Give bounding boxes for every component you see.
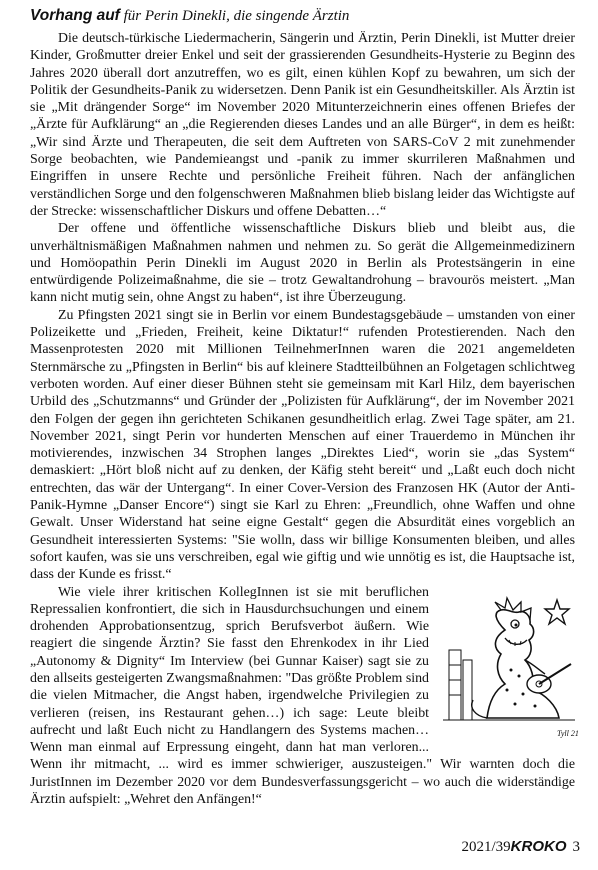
paragraph-3: Zu Pfingsten 2021 singt sie in Berlin vor einem Bundestagsgebäude – umstanden von einer Polizeikette und „Frieden, Freiheit, keine Diktatur!“ rufenden Protestierenden. Nach den Massenprotesten 2020 mit Millionen TeilnehmerInnen waren die 2021 angemeldeten Sternmärsche zu „Pfingsten in Berlin“ bis auf kleinere Stadtteilbühnen an Folgetagen schlichtweg verboten worden. Auf einer dieser Bühnen steht sie gemeinsam mit Karl Hilz, dem bayerischen Urbild des „Schutzmanns“ und Gründer der „Polizisten für Aufklärung“, der im November 2021 den Folgen der gegen ihn gerichteten Schikanen gesundheitlich erlag. Zwei Tage später, am 21. November 2021, singt Perin vor hunderten Menschen auf einer Trauerdemo in München ihr motivierendes, inzwischen 34 Strophen langes „Direktes Lied“, worin sie „das System“ demaskiert: „Hört bloß nicht auf zu denken, der Käfig steht bereit“ und „Laßt euch doch nicht entrechten, das wär der Untergang“. In einer Cover-Version des Franzosen HK (Autor der Anti-Panik-Hymne „Danser Encore“) singt sie Karl zu Ehren: „Freundlich, ohne Waffen und ohne Gewalt. Unser Widerstand hat seine eigne Gestalt“ gegen die Absurdität eines vorgeblich an Gesundheit interessierten Systems: "Sie wolln, dass wir billige Konsumenten bleiben, und alles sofort kaufen, was sie uns verschreiben, egal wie giftig und wie unnötig es ist, die Hauptsache ist, dass der Kunde es frisst.“	[30, 307, 575, 583]
paragraph-4: Wie viele ihrer kritischen KollegInnen ist sie mit beruflichen Repressalien konfrontiert, die sich in Hausdurchsuchungen und einem drohenden Approbationsentzug, sprich Berufsverbot äußern. Wie reagiert die singende Ärztin? Sie fasst den Ehrenkodex in ihr Lied „Autonomy & Dignity“ Im Interview (bei Gunnar Kaiser) sagt sie zu den allseits gesteigerten Zwangsmaßnahmen: "Das größte Problem sind die vielen Mitmacher, die Angst haben, irgendwelche Privilegien zu verlieren (reisen, ins Restaurant gehen…) ich sage: Leute bleibt aufrecht und laßt Euch nicht zu Handlangern des Systems machen… Wenn man einmal auf Erpressung eingeht, dann hat man verloren... Wenn ihr mitmacht, ... wird es immer schwieriger, auszusteigen." Wir warnten doch die JuristInnen im Dezember 2020 vor dem Bundesverfassungsgericht – wo auch die widerständige Ärztin aufspielt: „Wehret den Anfängen!“	[30, 584, 575, 808]
article-body	[30, 30, 579, 808]
page-footer	[461, 838, 580, 856]
singing-dragon-illustration	[435, 590, 585, 740]
paragraph-1: Die deutsch-türkische Liedermacherin, Sängerin und Ärztin, Perin Dinekli, ist Mutter dreier Kinder, Großmutter dreier Enkel und seit der grassierenden Gesundheits-Hysterie zu Beginn des Jahres 2020 überall dort anzutreffen, wo es gilt, einen kühlen Kopf zu bewahren, um sich der Politik der Gesundheits-Panik zu widersetzen. Denn Panik ist ein Gesundheitskiller. Als Ärztin ist sie „Mit drängender Sorge“ im November 2020 Mitunterzeichnerin eines offenen Briefes der „Ärzte für Aufklärung“ an „die Regierenden dieses Landes und an alle Bürger“, in dem es heißt: „Wir sind Ärzte und Therapeuten, die seit dem Auftreten von SARS-CoV 2 mit zunehmender Sorge beobachten, wie Pandemieangst und -panik zu immer skurrileren Maßnahmen und Eingriffen in unsere Rechte und persönliche Freiheit führen. Nach der anfänglichen verständlichen Sorge und den folgenschweren Maßnahmen blieb bislang leider das Wichtigste auf der Strecke: wissenschaftlicher Diskurs und offene Debatten…“	[30, 31, 575, 219]
column-title: Vorhang auf	[30, 7, 120, 24]
magazine-brand: KROKO	[510, 838, 567, 855]
issue-number: 2021/39	[461, 839, 511, 855]
page-number: 3	[572, 839, 580, 855]
page	[30, 6, 579, 808]
article-subtitle: für Perin Dinekli, die singende Ärztin	[123, 8, 350, 24]
paragraph-2: Der offene und öffentliche wissenschaftliche Diskurs blieb und bleibt aus, die unverhältnismäßigen Maßnahmen nahmen und nehmen zu. So gerät die Allgemeinmedizinern und Homöopathin Perin Dinekli im August 2020 in Berlin als Protestsängerin in eine entwürdigende Polizeimaßnahme, die sie – trotz Gewaltandrohung – bravourös meistert. „Man kann nicht mutig sein, ohne Angst zu haben“, ist ihre Überzeugung.	[30, 221, 575, 306]
artist-signature: Tyll 21	[557, 728, 579, 738]
singing-dragon-icon	[435, 590, 585, 740]
article-header	[30, 6, 575, 26]
